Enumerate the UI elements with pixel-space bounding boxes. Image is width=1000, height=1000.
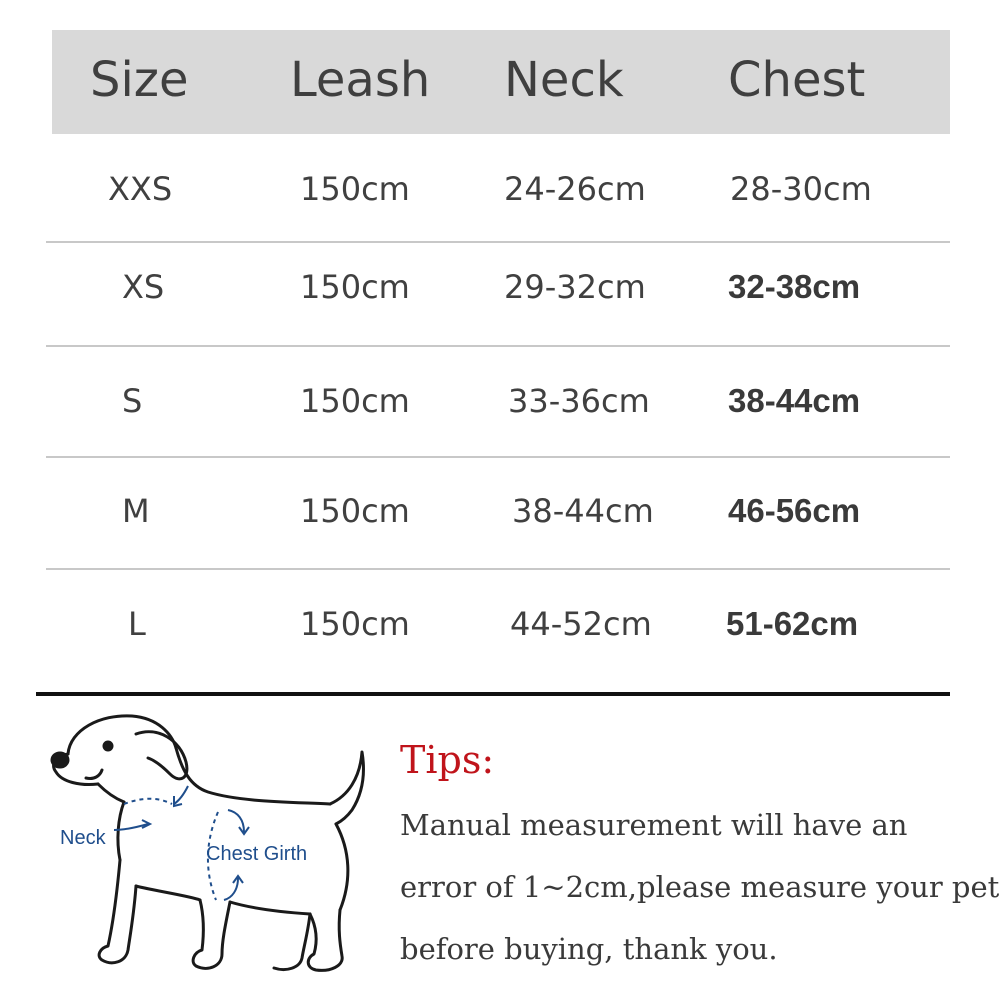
row-divider — [46, 456, 950, 458]
cell-neck: 29-32cm — [504, 268, 646, 306]
cell-neck: 24-26cm — [504, 170, 646, 208]
cell-neck: 33-36cm — [508, 382, 650, 420]
cell-leash: 150cm — [300, 268, 410, 306]
row-divider — [46, 241, 950, 243]
dog-back-outline — [176, 748, 330, 804]
dog-tail-outline — [330, 752, 363, 824]
cell-size: S — [122, 382, 143, 420]
dog-belly-outline — [230, 902, 310, 914]
neck-label: Neck — [60, 827, 106, 849]
tips-line: Manual measurement will have an — [400, 808, 908, 842]
row-divider — [46, 345, 950, 347]
dog-front-leg-outline — [193, 900, 230, 968]
section-divider — [36, 692, 950, 696]
chest-top-arrow-icon — [228, 810, 244, 832]
neck-curve-arrow-icon — [174, 786, 188, 804]
cell-leash: 150cm — [300, 382, 410, 420]
cell-chest: 51-62cm — [726, 605, 859, 642]
neck-measure-line — [124, 799, 172, 804]
cell-size: L — [128, 605, 146, 643]
dog-rear-outline — [336, 824, 348, 910]
header-chest: Chest — [728, 52, 866, 108]
cell-leash: 150cm — [300, 492, 410, 530]
table-header — [52, 30, 950, 134]
cell-leash: 150cm — [300, 170, 410, 208]
cell-chest: 38-44cm — [728, 382, 861, 419]
dog-back-leg-outline — [308, 910, 342, 970]
cell-size: XS — [122, 268, 165, 306]
tips-line: before buying, thank you. — [400, 932, 778, 966]
cell-neck: 38-44cm — [512, 492, 654, 530]
cell-leash: 150cm — [300, 605, 410, 643]
dog-nose — [52, 753, 68, 767]
dog-neck-outline — [118, 802, 124, 860]
chest-girth-label: Chest Girth — [206, 843, 308, 865]
header-neck: Neck — [504, 52, 624, 108]
chest-bottom-arrow-icon — [224, 878, 238, 900]
row-divider — [46, 568, 950, 570]
cell-neck: 44-52cm — [510, 605, 652, 643]
header-size: Size — [90, 52, 189, 108]
cell-chest: 28-30cm — [730, 170, 872, 208]
cell-size: XXS — [108, 170, 173, 208]
cell-size: M — [122, 492, 150, 530]
header-leash: Leash — [290, 52, 431, 108]
cell-chest: 46-56cm — [728, 492, 861, 529]
dog-eye — [104, 742, 112, 750]
tips-line: error of 1~2cm,please measure your pet — [400, 870, 1000, 904]
cell-chest: 32-38cm — [728, 268, 861, 305]
dog-jaw-outline — [98, 784, 124, 802]
dog-measurement-diagram — [40, 700, 380, 990]
tips-title: Tips: — [400, 738, 495, 782]
